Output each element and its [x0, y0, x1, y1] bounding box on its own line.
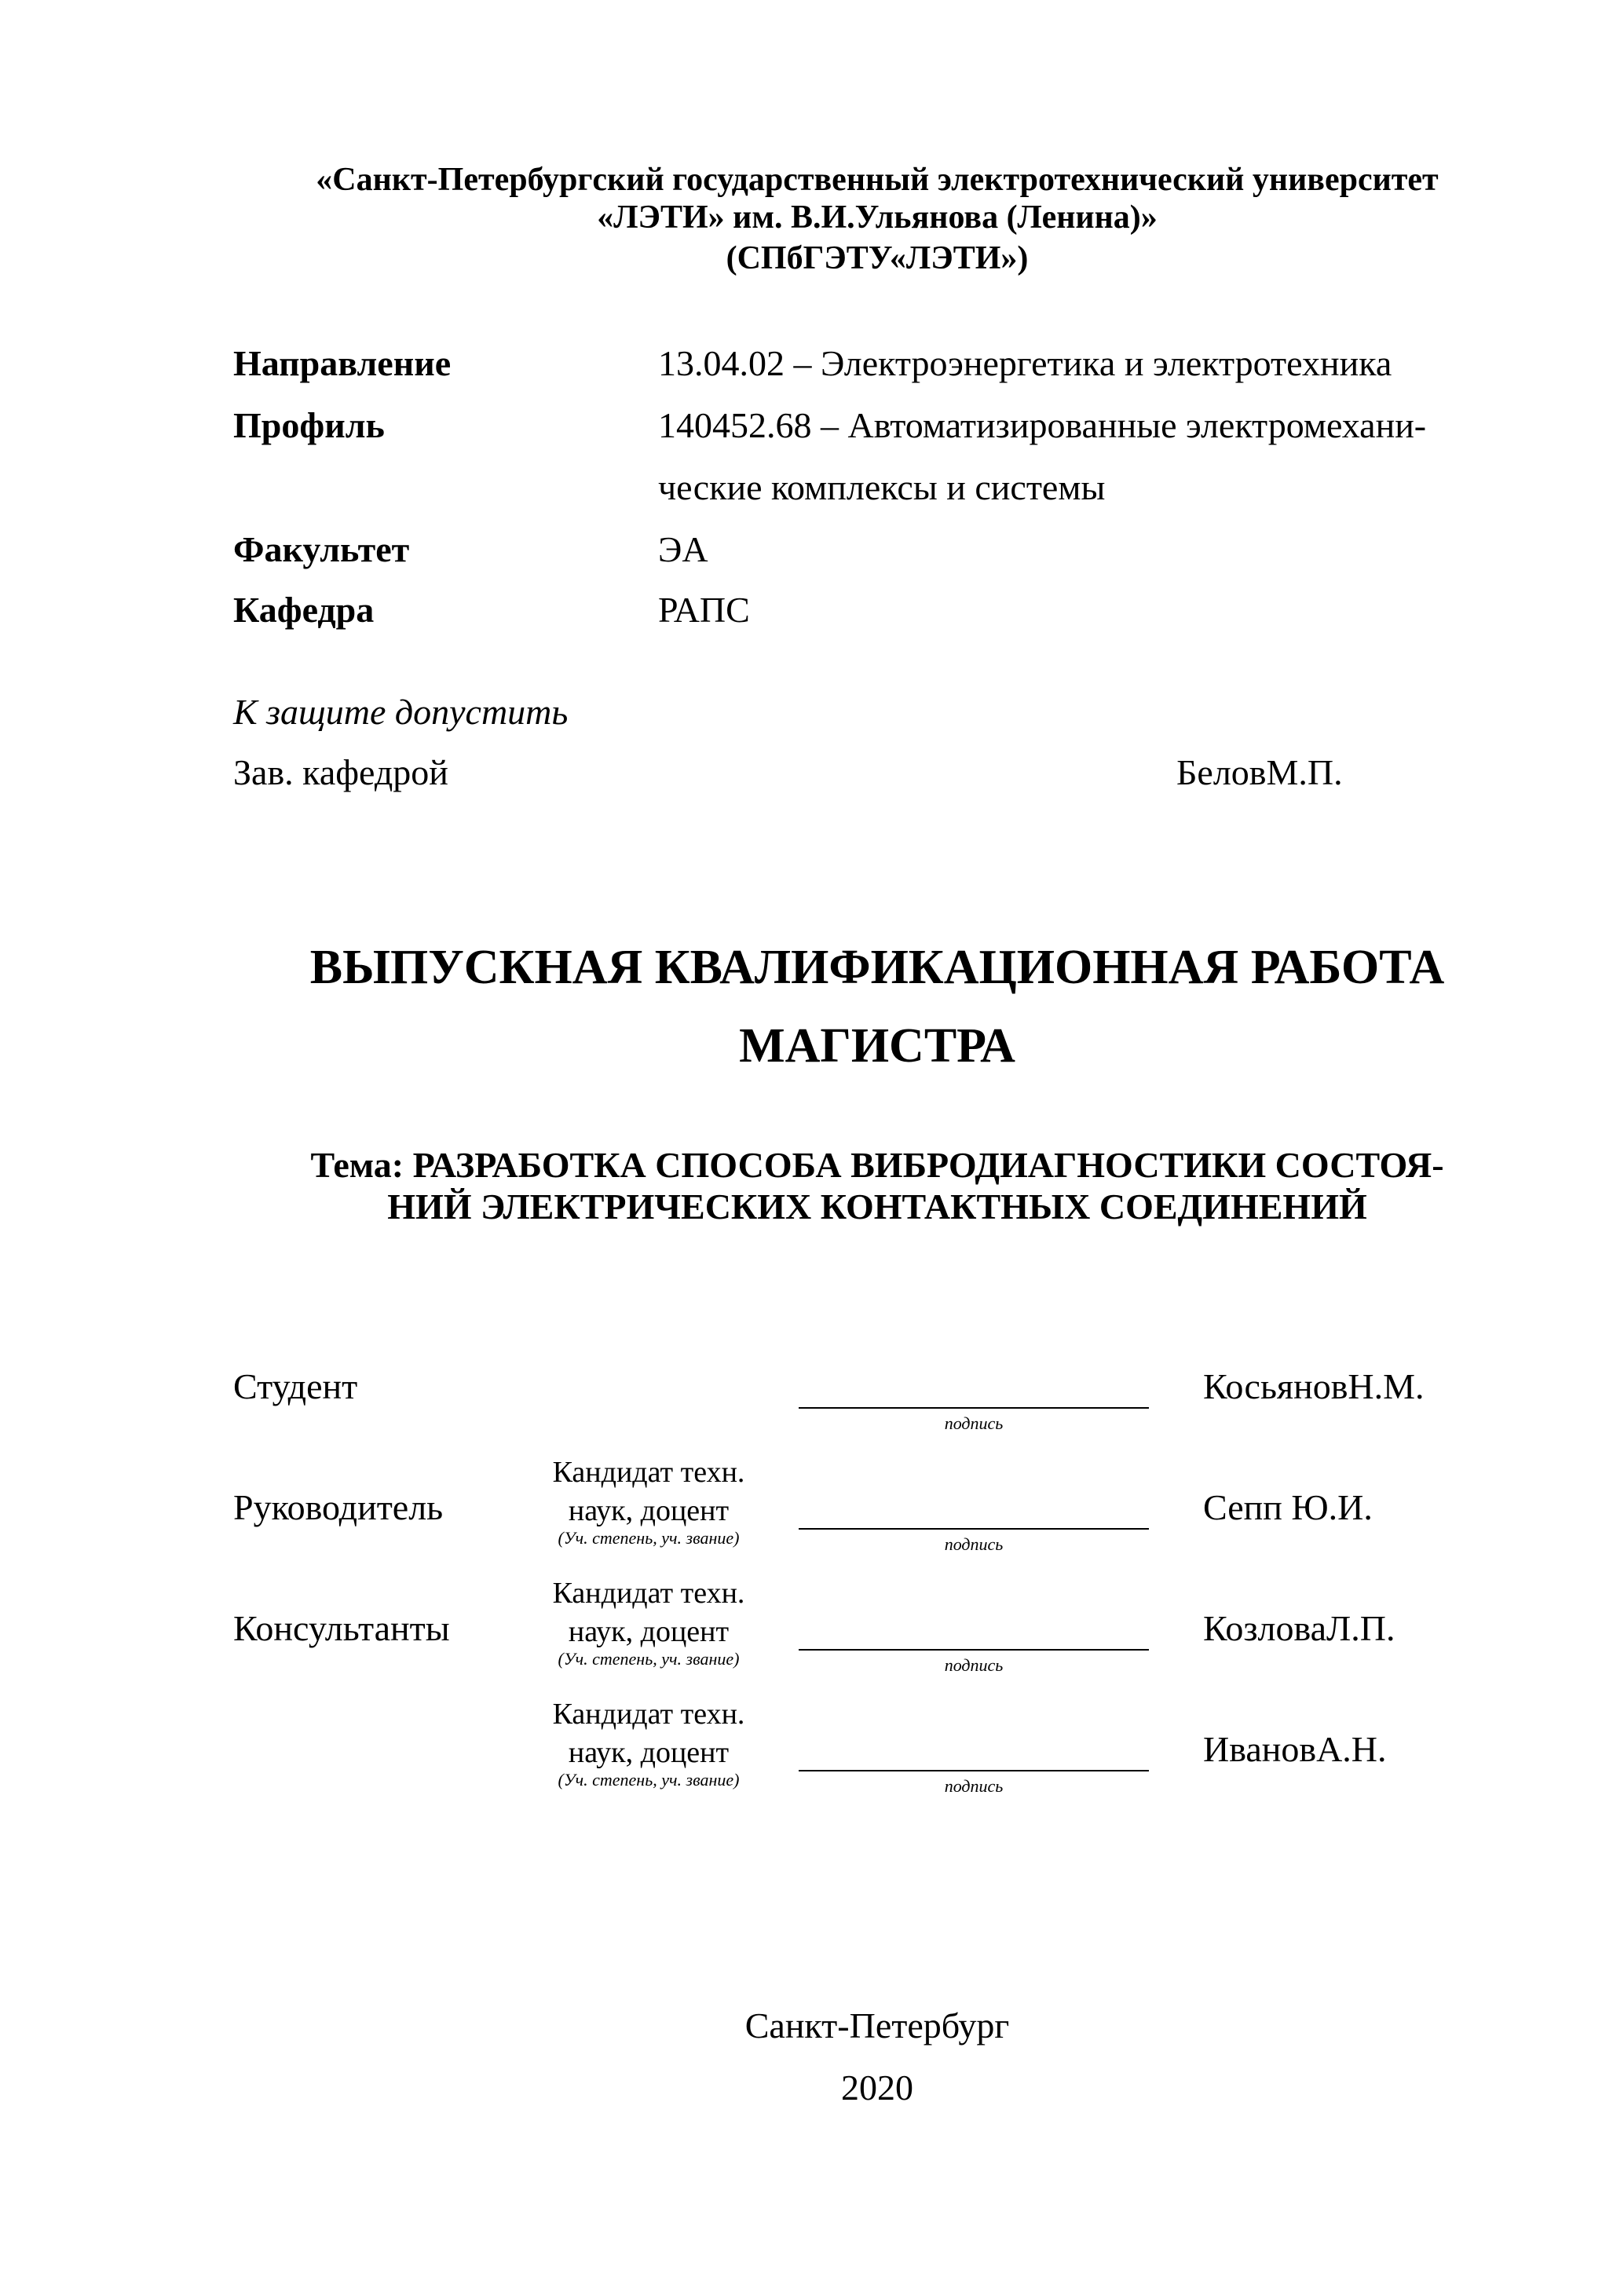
consultant-name: ИвановА.Н.	[1203, 1729, 1387, 1769]
signature-caption: подпись	[944, 1655, 1004, 1675]
profile-value-cont: ческие комплексы и системы	[658, 467, 1106, 507]
signature-line	[799, 1407, 1149, 1409]
consultant-degree-line2: наук, доцент	[568, 1615, 730, 1648]
student-label: Студент	[233, 1366, 358, 1406]
university-name-line2: «ЛЭТИ» им. В.И.Ульянова (Ленина)»	[597, 199, 1158, 236]
faculty-value: ЭА	[658, 529, 708, 569]
profile-value: 140452.68 – Автоматизированные электромехани-	[658, 405, 1427, 445]
signature-line	[799, 1770, 1149, 1771]
supervisor-name: Сепп Ю.И.	[1203, 1487, 1373, 1527]
student-name: КосьяновН.М.	[1203, 1366, 1425, 1406]
university-name-line1: «Санкт-Петербургский государственный электротехнический университет	[316, 162, 1439, 198]
theme-line1: Тема: РАЗРАБОТКА СПОСОБА ВИБРОДИАГНОСТИКИ СОСТОЯ-	[310, 1145, 1444, 1185]
direction-label: Направление	[233, 343, 452, 383]
university-abbreviation: (СПбГЭТУ«ЛЭТИ»)	[726, 240, 1029, 276]
signature-caption: подпись	[944, 1534, 1004, 1554]
faculty-label: Факультет	[233, 529, 410, 569]
signature-line	[799, 1528, 1149, 1530]
signature-caption: подпись	[944, 1776, 1004, 1796]
document-title-line1: ВЫПУСКНАЯ КВАЛИФИКАЦИОННАЯ РАБОТА	[309, 941, 1445, 994]
approval-heading: К защите допустить	[233, 692, 569, 732]
head-of-department-name: БеловМ.П.	[1176, 752, 1343, 792]
supervisor-degree-line2: наук, доцент	[568, 1494, 730, 1527]
consultant-degree-line1: Кандидат техн.	[552, 1577, 745, 1610]
supervisor-label: Руководитель	[233, 1487, 444, 1527]
profile-label: Профиль	[233, 405, 385, 445]
consultant-name: КозловаЛ.П.	[1203, 1608, 1395, 1648]
theme-line2: НИЙ ЭЛЕКТРИЧЕСКИХ КОНТАКТНЫХ СОЕДИНЕНИЙ	[387, 1186, 1367, 1227]
department-label: Кафедра	[233, 590, 375, 630]
document-title-line2: МАГИСТРА	[739, 1019, 1015, 1073]
consultants-label: Консультанты	[233, 1608, 450, 1648]
degree-caption: (Уч. степень, уч. звание)	[558, 1528, 740, 1548]
year: 2020	[841, 2067, 913, 2108]
supervisor-degree-line1: Кандидат техн.	[552, 1456, 745, 1489]
signature-line	[799, 1649, 1149, 1651]
direction-value: 13.04.02 – Электроэнергетика и электротехника	[658, 343, 1392, 383]
consultant-degree-line2: наук, доцент	[568, 1736, 730, 1769]
signature-caption: подпись	[944, 1413, 1004, 1433]
head-of-department-label: Зав. кафедрой	[233, 752, 448, 792]
consultant-degree-line1: Кандидат техн.	[552, 1698, 745, 1731]
degree-caption: (Уч. степень, уч. звание)	[558, 1770, 740, 1790]
department-value: РАПС	[658, 590, 750, 630]
degree-caption: (Уч. степень, уч. звание)	[558, 1649, 740, 1669]
city: Санкт-Петербург	[744, 2005, 1010, 2046]
